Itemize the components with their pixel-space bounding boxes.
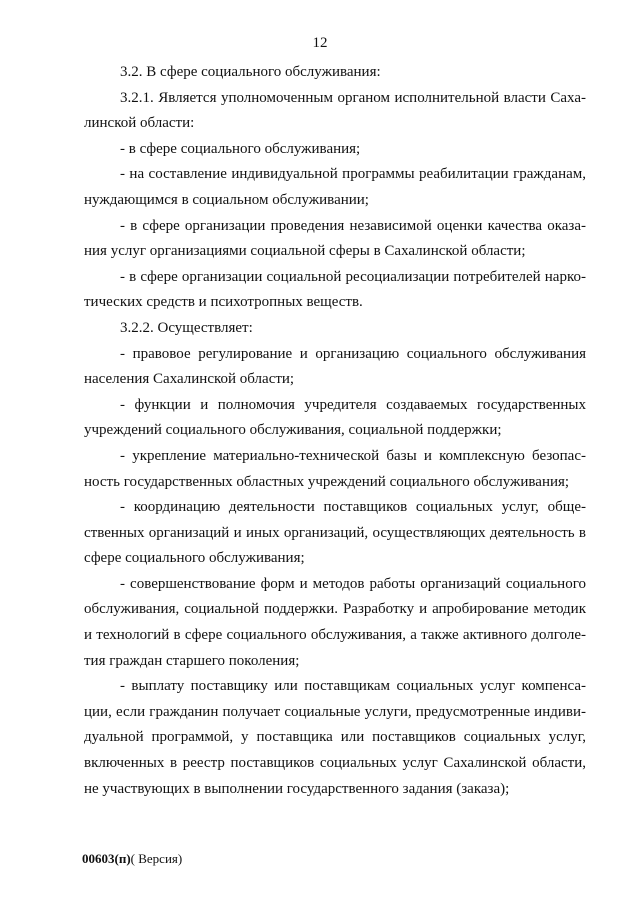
text-line: населения Сахалинской области; [84,371,295,388]
text-line: дуальной программой, у поставщика или поставщиков социальных услуг, [84,729,586,746]
paragraph-bullet-resocialization [84,265,586,316]
document-footer [82,851,182,867]
text-line: - функции и полномочия учредителя создаваемых государственных [120,396,586,413]
paragraph-bullet-coordination [84,495,586,572]
text-line: 3.2.1. Является уполномоченным органом исполнительной власти Саха- [120,89,586,106]
text-line: линской области: [84,115,195,132]
paragraph-item-3-2-2 [84,316,586,342]
paragraph-item-3-2-1 [84,86,586,137]
footer-document-code: 00603(п) [82,851,131,866]
footer-version: ( Версия) [130,851,183,866]
page-number: 12 [312,35,328,51]
text-line: не участвующих в выполнении государственного задания (заказа); [84,780,510,797]
text-line: ния услуг организациями социальной сферы в Сахалинской области; [84,243,526,260]
paragraph-bullet-improvement [84,572,586,674]
text-line: - выплату поставщику или поставщикам социальных услуг компенса- [120,678,586,695]
text-line: - в сфере социального обслуживания; [120,140,361,157]
text-line: ственных организаций и иных организаций, осуществляющих деятельность в [84,524,586,541]
paragraph-bullet-quality-assessment [84,214,586,265]
text-line: - координацию деятельности поставщиков социальных услуг, обще- [120,499,586,516]
document-body [84,60,586,802]
text-line: ции, если гражданин получает социальные услуги, предусмотренные индиви- [84,703,586,720]
text-line: нуждающимся в социальном обслуживании; [84,191,369,208]
paragraph-bullet-social-service [84,137,586,163]
paragraph-bullet-rehab-program [84,162,586,213]
paragraph-bullet-material-base [84,444,586,495]
text-line: - правовое регулирование и организацию социального обслуживания [120,345,586,362]
text-line: - в сфере организации проведения независимой оценки качества оказа- [120,217,586,234]
paragraph-bullet-legal-regulation [84,342,586,393]
text-line: 3.2. В сфере социального обслуживания: [120,64,381,80]
paragraph-bullet-compensation [84,674,586,802]
text-line: учреждений социального обслуживания, социальной поддержки; [84,422,502,439]
text-line: ность государственных областных учреждений социального обслуживания; [84,473,570,490]
text-line: тия граждан старшего поколения; [84,652,300,669]
text-line: - укрепление материально-технической базы и комплексную безопас- [120,447,586,464]
text-line: - на составление индивидуальной программы реабилитации гражданам, [120,166,586,183]
text-line: и технологий в сфере социального обслуживания, а также активного долголе- [84,627,586,644]
text-line: - в сфере организации социальной ресоциализации потребителей нарко- [120,268,586,285]
paragraph-bullet-founder-functions [84,393,586,444]
text-line: обслуживания, социальной поддержки. Разработку и апробирование методик [84,601,586,618]
paragraph-section-3-2 [84,60,586,86]
text-line: включенных в реестр поставщиков социальных услуг Сахалинской области, [84,755,586,772]
text-line: тических средств и психотропных веществ. [84,294,363,311]
text-line: сфере социального обслуживания; [84,550,305,567]
text-line: 3.2.2. Осуществляет: [120,319,253,336]
text-line: - совершенствование форм и методов работы организаций социального [120,575,586,592]
